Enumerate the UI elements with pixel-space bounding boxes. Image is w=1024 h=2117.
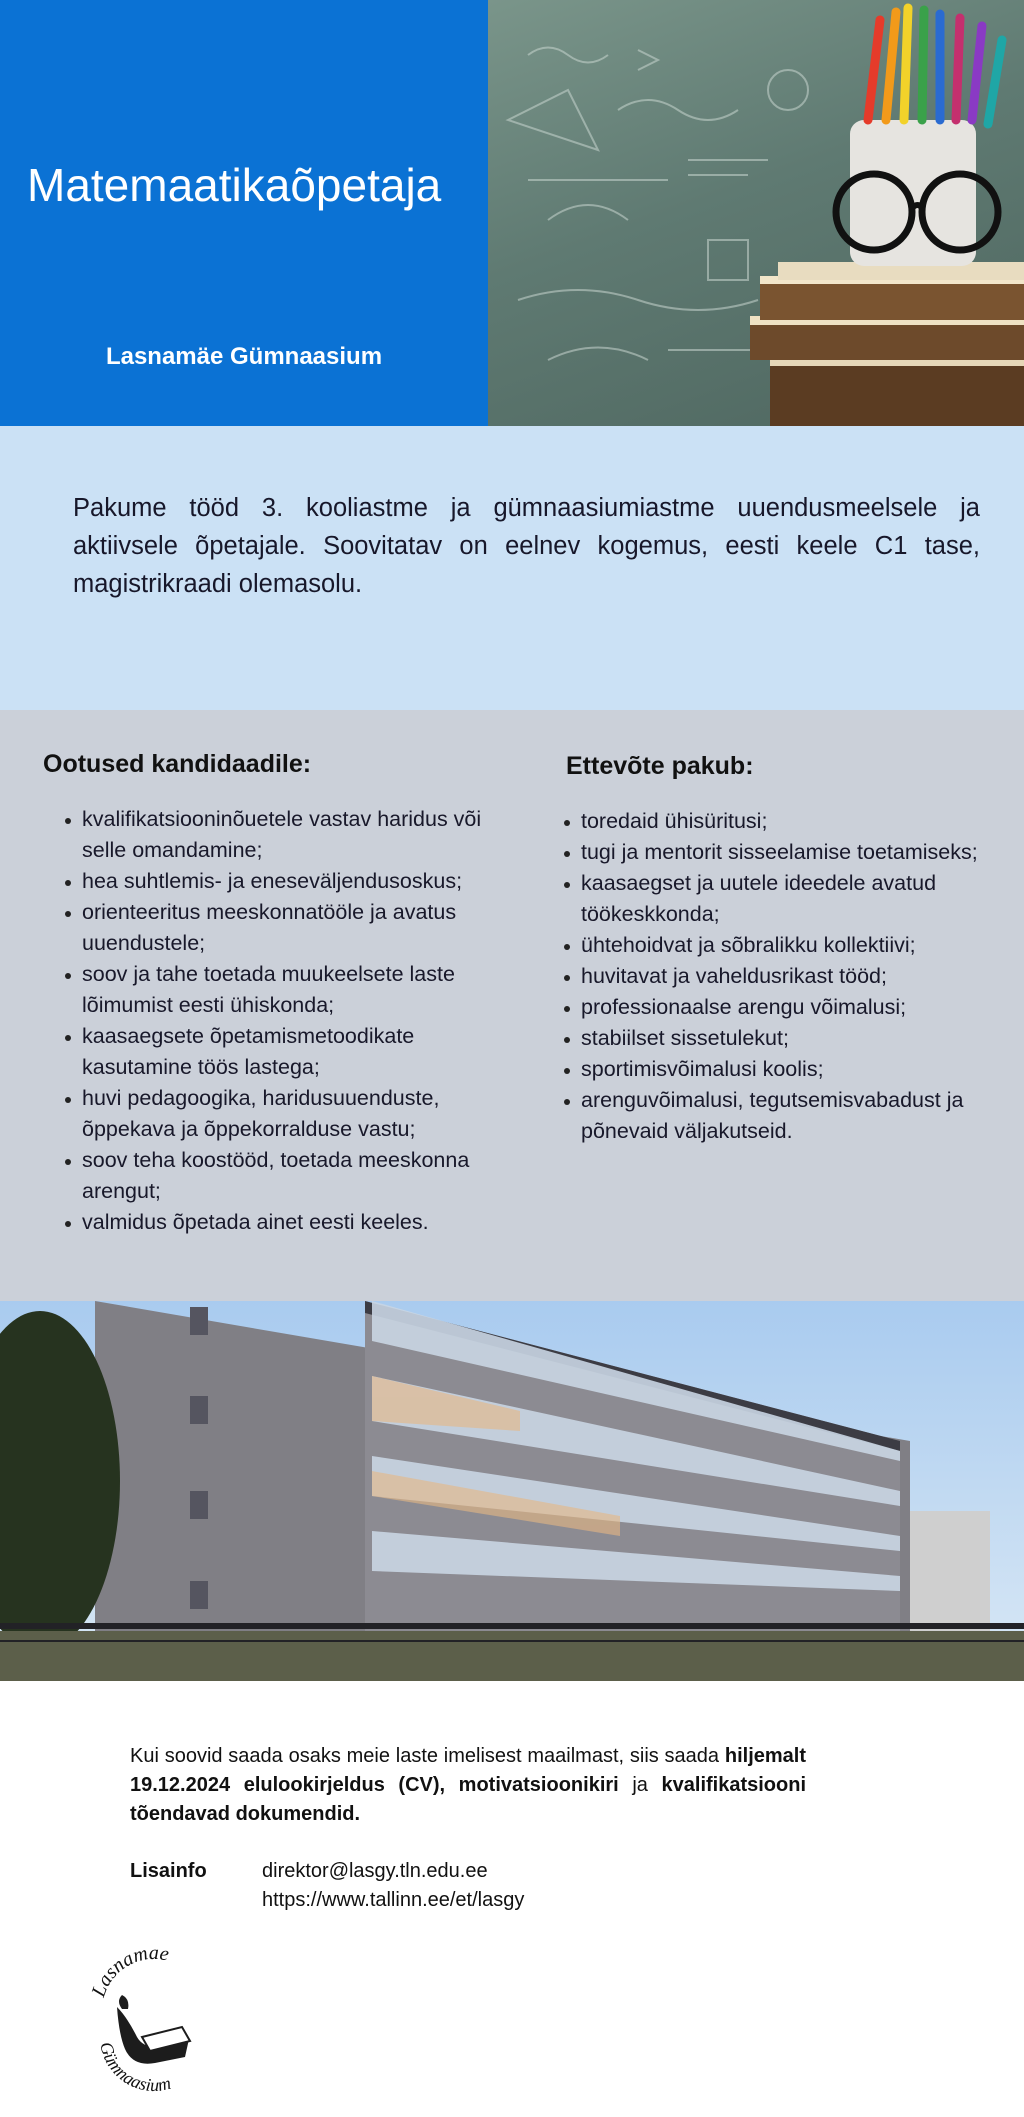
- school-logo-icon: [82, 1949, 222, 2099]
- expectations-title: Ootused kandidaadile:: [43, 750, 312, 778]
- contact-label: Lisainfo: [130, 1860, 207, 1882]
- contact-email-link[interactable]: direktor@lasgy.tln.edu.ee: [262, 1860, 488, 1882]
- school-logo: [82, 1949, 222, 2099]
- school-building-image: [0, 1301, 1024, 1681]
- list-item: huvitavat ja vaheldusrikast tööd;: [542, 961, 1022, 992]
- header-banner: [0, 0, 1024, 426]
- list-item: hea suhtlemis- ja eneseväljendusoskus;: [43, 866, 503, 897]
- apply-deadline-docs: hiljemalt 19.12.2024 elulookirjeldus (CV), motivatsioonikiri: [130, 1745, 806, 1796]
- school-building-photo: [0, 1301, 1024, 1681]
- list-item: professionaalse arengu võimalusi;: [542, 992, 1022, 1023]
- school-name: Lasnamäe Gümnaasium: [105, 343, 383, 370]
- apply-text-part2: ja: [632, 1774, 648, 1796]
- list-item: kaasaegset ja uutele ideedele avatud töökeskkonda;: [542, 868, 1022, 930]
- apply-text-part1: Kui soovid saada osaks meie laste imelisest maailmast, siis saada: [130, 1745, 720, 1767]
- list-item: kaasaegsete õpetamismetoodikate kasutamine töös lastega;: [43, 1021, 503, 1083]
- intro-text: Pakume tööd 3. kooliastme ja gümnaasiumiastme uuendusmeelsele ja aktiivsele õpetajale. Soovitatav on eelnev kogemus, eesti keele C1 tase, magistrikraadi olemasolu.: [73, 494, 980, 598]
- svg-text:Lasnamäe: [87, 1949, 171, 2001]
- page-title: Matemaatikaõpetaja: [27, 159, 442, 211]
- list-item: soov teha koostööd, toetada meeskonna arengut;: [43, 1145, 503, 1207]
- intro-section: [0, 426, 1024, 710]
- list-item: arenguvõimalusi, tegutsemisvabadust ja põnevaid väljakutseid.: [542, 1085, 1022, 1147]
- list-item: soov ja tahe toetada muukeelsete laste lõimumist eesti ühiskonda;: [43, 959, 503, 1021]
- chalkboard-books-image: [488, 0, 1024, 426]
- header-photo: [488, 0, 1024, 426]
- list-item: toredaid ühisüritusi;: [542, 806, 1022, 837]
- expectations-list: [43, 804, 503, 1238]
- application-instructions: [130, 1742, 806, 1829]
- footer-section: [0, 1681, 1024, 2117]
- list-item: valmidus õpetada ainet eesti keeles.: [43, 1207, 503, 1238]
- list-item: ühtehoidvat ja sõbralikku kollektiivi;: [542, 930, 1022, 961]
- list-item: huvi pedagoogika, haridusuuenduste, õppekava ja õppekorralduse vastu;: [43, 1083, 503, 1145]
- list-item: stabiilset sissetulekut;: [542, 1023, 1022, 1054]
- logo-bottom-text: Gümnaasium: [96, 2039, 173, 2096]
- contact-website-link[interactable]: https://www.tallinn.ee/et/lasgy: [262, 1889, 525, 1911]
- list-item: sportimisvõimalusi koolis;: [542, 1054, 1022, 1085]
- list-item: tugi ja mentorit sisseelamise toetamiseks;: [542, 837, 1022, 868]
- logo-top-text: Lasnamäe: [87, 1949, 171, 2000]
- requirements-section: [0, 710, 1024, 1301]
- offers-list: [542, 806, 1022, 1147]
- header-title-panel: [0, 0, 488, 426]
- apply-qualification-docs: kvalifikatsiooni tõendavad dokumendid.: [130, 1774, 807, 1825]
- list-item: orienteeritus meeskonnatööle ja avatus uuendustele;: [43, 897, 503, 959]
- list-item: kvalifikatsiooninõuetele vastav haridus või selle omandamine;: [43, 804, 503, 866]
- offers-title: Ettevõte pakub:: [566, 752, 754, 780]
